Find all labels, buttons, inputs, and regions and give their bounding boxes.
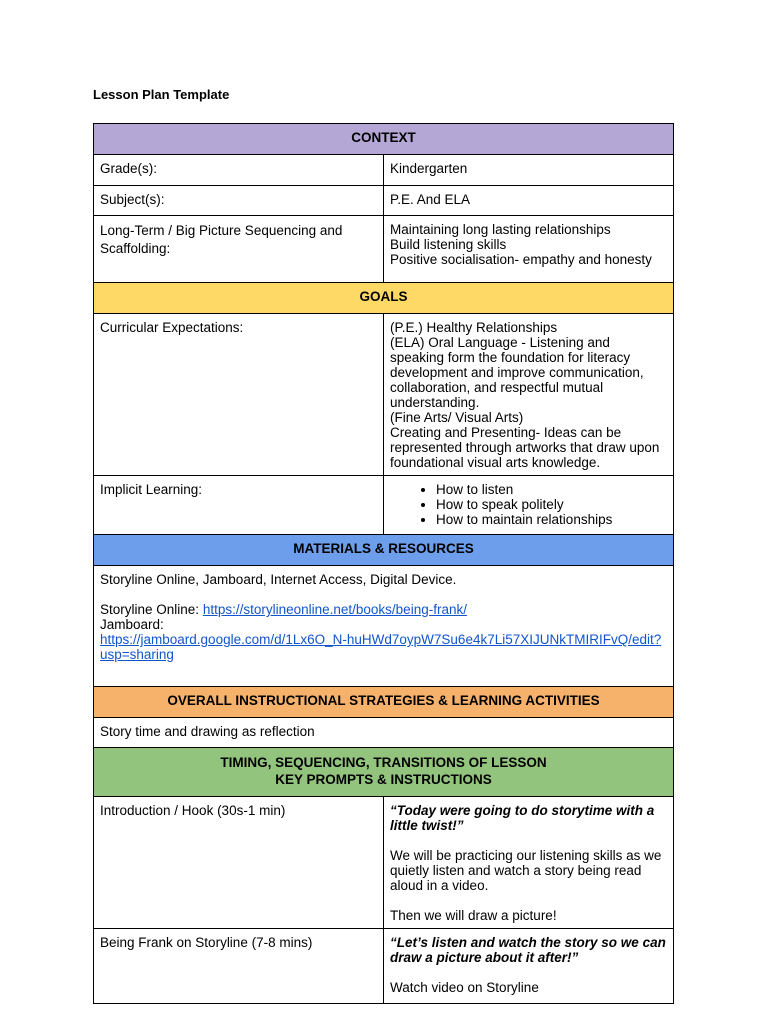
longterm-value: [384, 216, 674, 283]
longterm-label: [94, 216, 384, 283]
grade-value: Kindergarten: [384, 155, 674, 186]
storyline-link[interactable]: https://storylineonline.net/books/being-frank/: [202, 602, 467, 617]
frank-text: Watch video on Storyline: [390, 980, 539, 995]
curricular-line: (Fine Arts/ Visual Arts): [390, 410, 524, 425]
materials-summary: Storyline Online, Jamboard, Internet Access, Digital Device.: [100, 572, 457, 587]
subject-value: P.E. And ELA: [384, 186, 674, 216]
curricular-line: (P.E.) Healthy Relationships: [390, 320, 558, 335]
curricular-value: [384, 314, 674, 476]
materials-header: MATERIALS & RESOURCES: [94, 535, 674, 566]
longterm-line: Build listening skills: [390, 237, 507, 252]
lesson-plan-table: [93, 123, 674, 1004]
grade-label: Grade(s):: [94, 155, 384, 186]
context-header: CONTEXT: [94, 124, 674, 155]
materials-content: [94, 566, 674, 687]
implicit-list: [390, 482, 667, 527]
frank-content: [384, 929, 674, 1004]
list-item: • How to speak politely: [436, 497, 667, 512]
jamboard-link[interactable]: https://jamboard.google.com/d/1Lx6O_N-huHWd7oypW7Su6e4k7Li57XIJUNkTMIRIFvQ/edit?usp=sharing: [100, 632, 662, 662]
longterm-line: Maintaining long lasting relationships: [390, 222, 611, 237]
timing-header: [94, 748, 674, 797]
strategies-text: Story time and drawing as reflection: [94, 718, 674, 748]
timing-header-line: KEY PROMPTS & INSTRUCTIONS: [275, 772, 492, 787]
list-item: • How to listen: [436, 482, 667, 497]
intro-quote: “Today were going to do storytime with a little twist!”: [390, 803, 655, 833]
longterm-label-text: Long-Term / Big Picture Sequencing and Scaffolding:: [100, 223, 343, 256]
list-item: • How to maintain relationships: [436, 512, 667, 527]
intro-text: We will be practicing our listening skills as we quietly listen and watch a story being read aloud in a video.: [390, 848, 662, 893]
longterm-line: Positive socialisation- empathy and honesty: [390, 252, 652, 267]
curricular-label: Curricular Expectations:: [94, 314, 384, 476]
implicit-label: Implicit Learning:: [94, 476, 384, 535]
curricular-line: Creating and Presenting- Ideas can be represented through artworks that draw upon foundational visual arts knowledge.: [390, 425, 660, 470]
storyline-label: Storyline Online:: [100, 602, 203, 617]
curricular-line: (ELA) Oral Language - Listening and speaking form the foundation for literacy development and improve communication, collaboration, and respectful mutual understanding.: [390, 335, 644, 410]
intro-label: Introduction / Hook (30s-1 min): [94, 797, 384, 929]
strategies-header: OVERALL INSTRUCTIONAL STRATEGIES & LEARNING ACTIVITIES: [94, 687, 674, 718]
document-title: Lesson Plan Template: [93, 87, 230, 102]
timing-header-line: TIMING, SEQUENCING, TRANSITIONS OF LESSON: [220, 755, 547, 770]
implicit-value: [384, 476, 674, 535]
jamboard-label: Jamboard:: [100, 617, 164, 632]
subject-label: Subject(s):: [94, 186, 384, 216]
storyline-line: [100, 602, 667, 617]
frank-label: Being Frank on Storyline (7-8 mins): [94, 929, 384, 1004]
intro-text-2: Then we will draw a picture!: [390, 908, 557, 923]
frank-quote: “Let’s listen and watch the story so we can draw a picture about it after!”: [390, 935, 666, 965]
intro-content: [384, 797, 674, 929]
goals-header: GOALS: [94, 283, 674, 314]
